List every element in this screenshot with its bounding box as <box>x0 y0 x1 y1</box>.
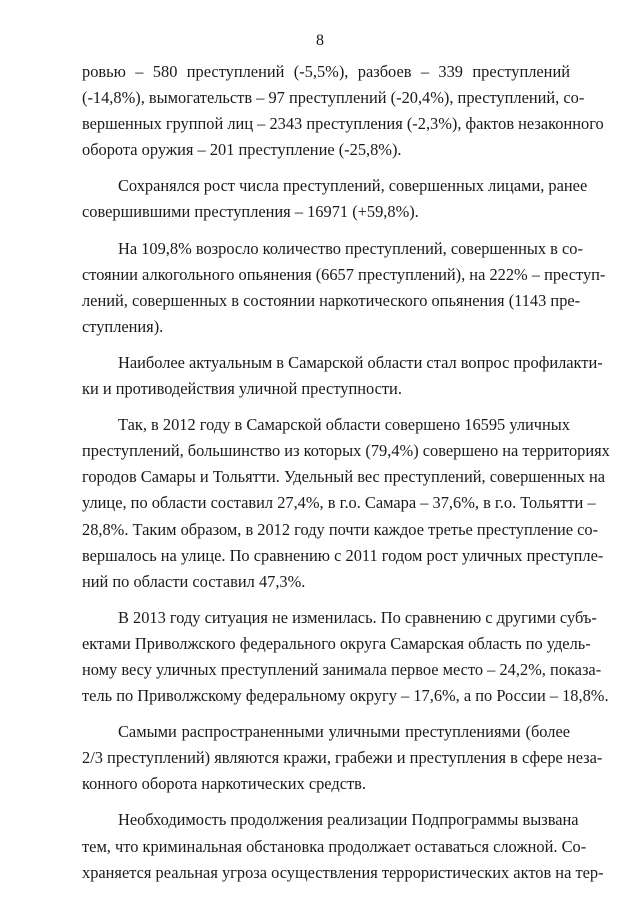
paragraph-gap <box>82 340 570 350</box>
text-line: 2/3 преступлений) являются кражи, грабежи и преступления в сфере неза- <box>82 748 603 768</box>
paragraph <box>82 719 603 797</box>
text-line: ки и противодействия уличной преступности. <box>82 379 402 399</box>
text-line: Необходимость продолжения реализации Подпрограммы вызвана <box>118 810 579 830</box>
text-line: (-14,8%), вымогательств – 97 преступлений (-20,4%), преступлений, со- <box>82 88 585 108</box>
text-line: храняется реальная угроза осуществления террористических актов на тер- <box>82 862 604 882</box>
text-line: 28,8%. Таким образом, в 2012 году почти каждое третье преступление со- <box>82 519 599 539</box>
text-line: тель по Приволжскому федеральному округу – 17,6%, а по России – 18,8%. <box>82 686 609 706</box>
paragraph <box>82 807 604 885</box>
paragraph-gap <box>82 709 570 719</box>
text-line: преступлений, большинство из которых (79,4%) совершено на территориях <box>82 441 610 461</box>
paragraph-gap <box>82 402 570 412</box>
document-body <box>82 59 610 886</box>
text-line: городов Самары и Тольятти. Удельный вес преступлений, совершенных на <box>82 467 606 487</box>
paragraph-gap <box>82 226 570 236</box>
paragraph <box>82 59 604 163</box>
paragraph <box>82 412 610 595</box>
paragraph <box>82 236 606 340</box>
paragraph <box>82 605 609 709</box>
text-line: В 2013 году ситуация не изменилась. По сравнению с другими субъ- <box>118 607 597 627</box>
text-line: Так, в 2012 году в Самарской области совершено 16595 уличных <box>118 415 570 435</box>
paragraph-gap <box>82 797 570 807</box>
text-line: ектами Приволжского федерального округа Самарская область по удель- <box>82 633 591 653</box>
text-line: улице, по области составил 27,4%, в г.о. Самара – 37,6%, в г.о. Тольятти – <box>82 493 596 513</box>
text-line: лений, совершенных в состоянии наркотического опьянения (1143 пре- <box>82 290 581 310</box>
text-line: оборота оружия – 201 преступление (-25,8%). <box>82 140 402 160</box>
text-line: Самыми распространенными уличными преступлениями (более <box>118 722 570 742</box>
paragraph <box>82 350 603 402</box>
text-line: стоянии алкогольного опьянения (6657 преступлений), на 222% – преступ- <box>82 264 606 284</box>
text-line: Сохранялся рост числа преступлений, совершенных лицами, ранее <box>118 176 588 196</box>
paragraph-gap <box>82 595 570 605</box>
page-number: 8 <box>316 32 324 49</box>
text-line: На 109,8% возросло количество преступлений, совершенных в со- <box>118 238 583 258</box>
paragraph-gap <box>82 163 570 173</box>
text-line: ступления). <box>82 316 164 336</box>
text-line: ний по области составил 47,3%. <box>82 571 306 591</box>
text-line: ному весу уличных преступлений занимала первое место – 24,2%, показа- <box>82 659 602 679</box>
paragraph <box>82 173 588 225</box>
text-line: Наиболее актуальным в Самарской области стал вопрос профилакти- <box>118 352 603 372</box>
text-line: тем, что криминальная обстановка продолжает оставаться сложной. Со- <box>82 836 587 856</box>
text-line: вершенных группой лиц – 2343 преступления (-2,3%), фактов незаконного <box>82 114 604 134</box>
text-line: вершалось на улице. По сравнению с 2011 годом рост уличных преступле- <box>82 545 604 565</box>
text-line: совершившими преступления – 16971 (+59,8%). <box>82 202 419 222</box>
text-line: ровью – 580 преступлений (-5,5%), разбоев – 339 преступлений <box>82 62 570 81</box>
text-line: конного оборота наркотических средств. <box>82 774 366 794</box>
